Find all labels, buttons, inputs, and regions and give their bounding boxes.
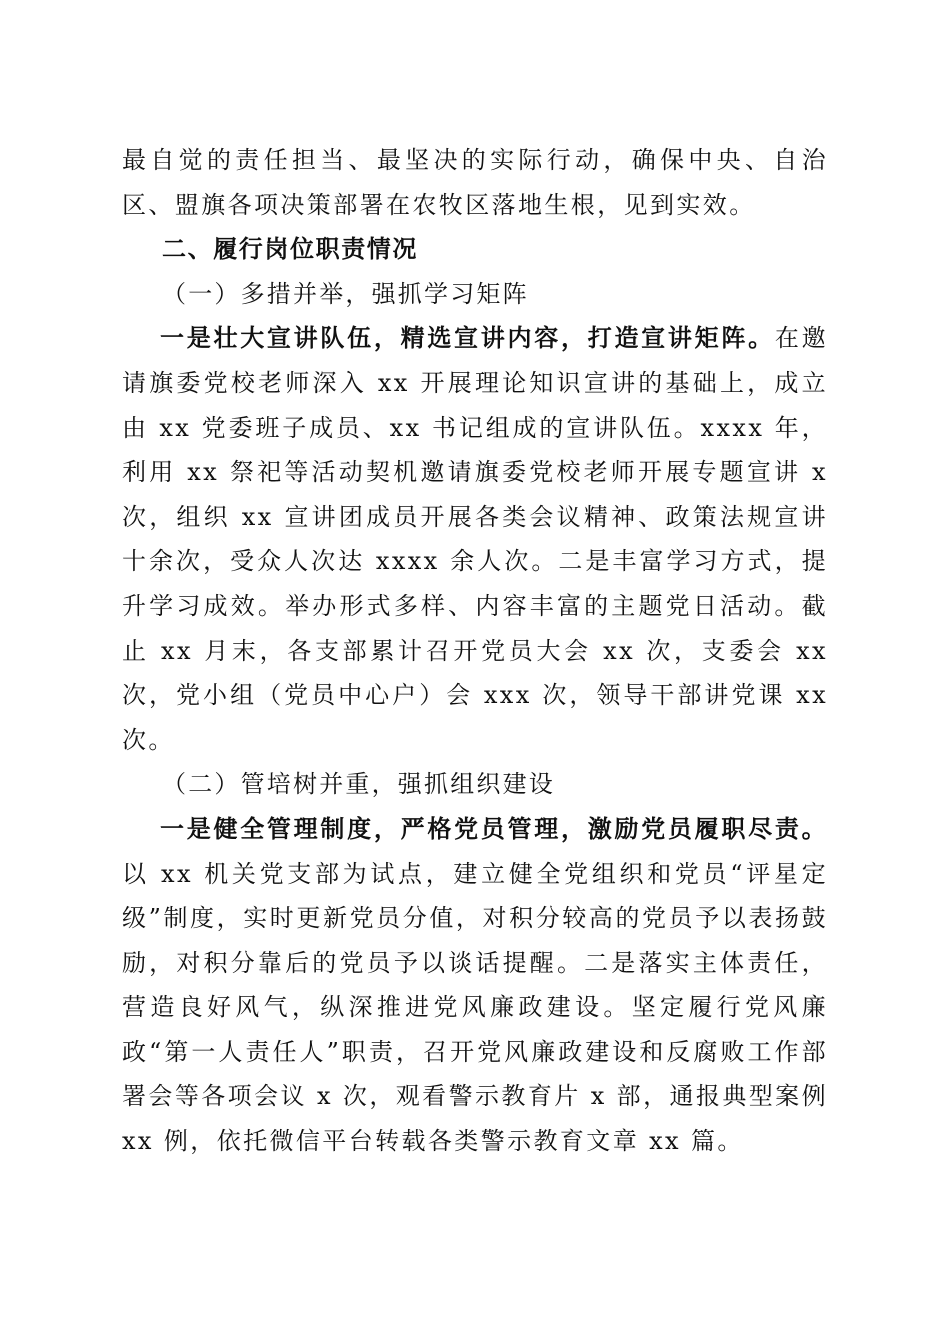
paragraph-lead-2: 一是健全管理制度，严格党员管理，激励党员履职尽责。 [160, 814, 828, 843]
subsection-paragraph-1 [122, 316, 828, 762]
section-heading: 二、履行岗位职责情况 [162, 235, 418, 264]
subsection-paragraph-2 [122, 807, 828, 1164]
subsection-heading-1: （一）多措并举，强抓学习矩阵 [162, 279, 529, 308]
paragraph-body-2: 以 xx 机关党支部为试点，建立健全党组织和党员“评星定级”制度，实时更新党员分值，对积分较高的党员予以表扬鼓励，对积分靠后的党员予以谈话提醒。二是落实主体责任，营造良好风气，纵深推进党风廉政建设。坚定履行党风廉政“第一人责任人”职责，召开党风廉政建设和反腐败工作部署会等各项会议 x 次，观看警示教育片 x 部，通报典型案例 xx 例，依托微信平台转载各类警示教育文章 xx 篇。 [122, 859, 828, 1156]
continuation-paragraph: 最自觉的责任担当、最坚决的实际行动，确保中央、自治区、盟旗各项决策部署在农牧区落地生根，见到实效。 [122, 146, 828, 219]
subsection-heading-2: （二）管培树并重，强抓组织建设 [162, 770, 555, 799]
paragraph-lead-1: 一是壮大宣讲队伍，精选宣讲内容，打造宣讲矩阵。 [160, 324, 775, 353]
paragraph-body-1: 在邀请旗委党校老师深入 xx 开展理论知识宣讲的基础上，成立由 xx 党委班子成员、xx 书记组成的宣讲队伍。xxxx 年，利用 xx 祭祀等活动契机邀请旗委党校老师开展专题宣讲 x 次，组织 xx 宣讲团成员开展各类会议精神、政策法规宣讲十余次，受众人次达 xxxx 余人次。二是丰富学习方式，提升学习成效。举办形式多样、内容丰富的主题党日活动。截止 xx 月末，各支部累计召开党员大会 xx 次，支委会 xx 次，党小组（党员中心户）会 xxx 次，领导干部讲党课 xx 次。 [122, 324, 828, 754]
document-page [122, 138, 828, 1164]
